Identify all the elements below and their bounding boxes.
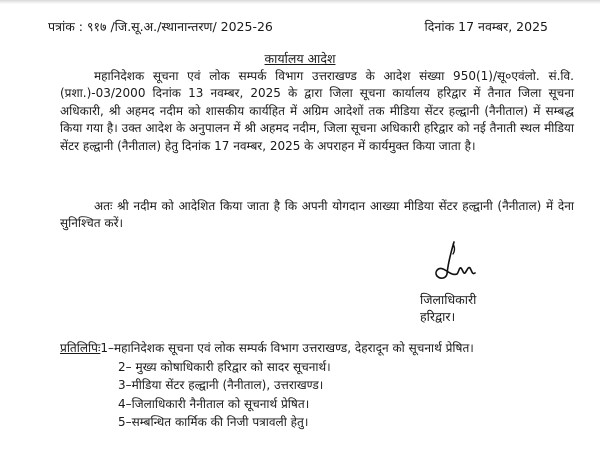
letterhead-cut-edge (0, 0, 600, 4)
signatory-block (420, 291, 476, 325)
reference-number: पत्रांक : ९१७ /जि.सू.अ./स्थानान्तरण/ 2025-26 (48, 19, 273, 34)
document-title (0, 50, 600, 67)
copy-to-item: 4–जिलाधिकारी नैनीताल को सूचनार्थ प्रेषित। (118, 396, 310, 411)
signatory-title: जिलाधिकारी (420, 292, 477, 307)
copy-to-item: 3–मीडिया सेंटर हल्द्वानी (नैनीताल), उत्तराखण्ड। (118, 378, 324, 392)
document-title-text: कार्यालय आदेश (264, 51, 336, 66)
signatory-place: हरिद्वार। (420, 309, 456, 324)
body-paragraph-2: अतः श्री नदीम को आदेशित किया जाता है कि अपनी योगदान आख्या मीडिया सेंटर हल्द्वानी (नैनीताल) में देना सुनिश्चित करें। (60, 199, 574, 231)
copy-to-item (60, 339, 474, 358)
copy-to-list (60, 339, 474, 432)
handwritten-signature (424, 238, 484, 288)
body-paragraph-1: महानिदेशक सूचना एवं लोक सम्पर्क विभाग उत्तराखण्ड के आदेश संख्या 950(1)/सू०एवंलो. सं.वि.(प्रशा.)-03/2000 दिनांक 13 नवम्बर, 2025 के द्वारा जिला सूचना कार्यालय हरिद्वार में तैनात जिला सूचना अधिकारी, श्री अहमद नदीम को शासकीय कार्यहित में अग्रिम आदेशों तक मीडिया सेंटर हल्द्वानी (नैनीताल) में सम्बद्ध किया गया है। उक्त आदेश के अनुपालन में श्री अहमद नदीम, जिला सूचना अधिकारी हरिद्वार को नई तैनाती स्थल मीडिया सेंटर हल्द्वानी (नैनीताल) हेतु दिनांक 17 नवम्बर, 2025 के अपराहन में कार्यमुक्त किया जाता है। (60, 69, 574, 153)
copy-to-item-text: 1–महानिदेशक सूचना एवं लोक सम्पर्क विभाग उत्तराखण्ड, देहरादून को सूचनार्थ प्रेषित। (100, 341, 474, 355)
copy-to-item: 5–सम्बन्धित कार्मिक की निजी पत्रावली हेतु। (118, 415, 309, 429)
copy-to-item: 2– मुख्य कोषाधिकारी हरिद्वार को सादर सूचनार्थ। (118, 359, 331, 374)
copy-to-lead: प्रतिलिपिः (60, 341, 101, 355)
order-date: दिनांक 17 नवम्बर, 2025 (424, 19, 548, 34)
